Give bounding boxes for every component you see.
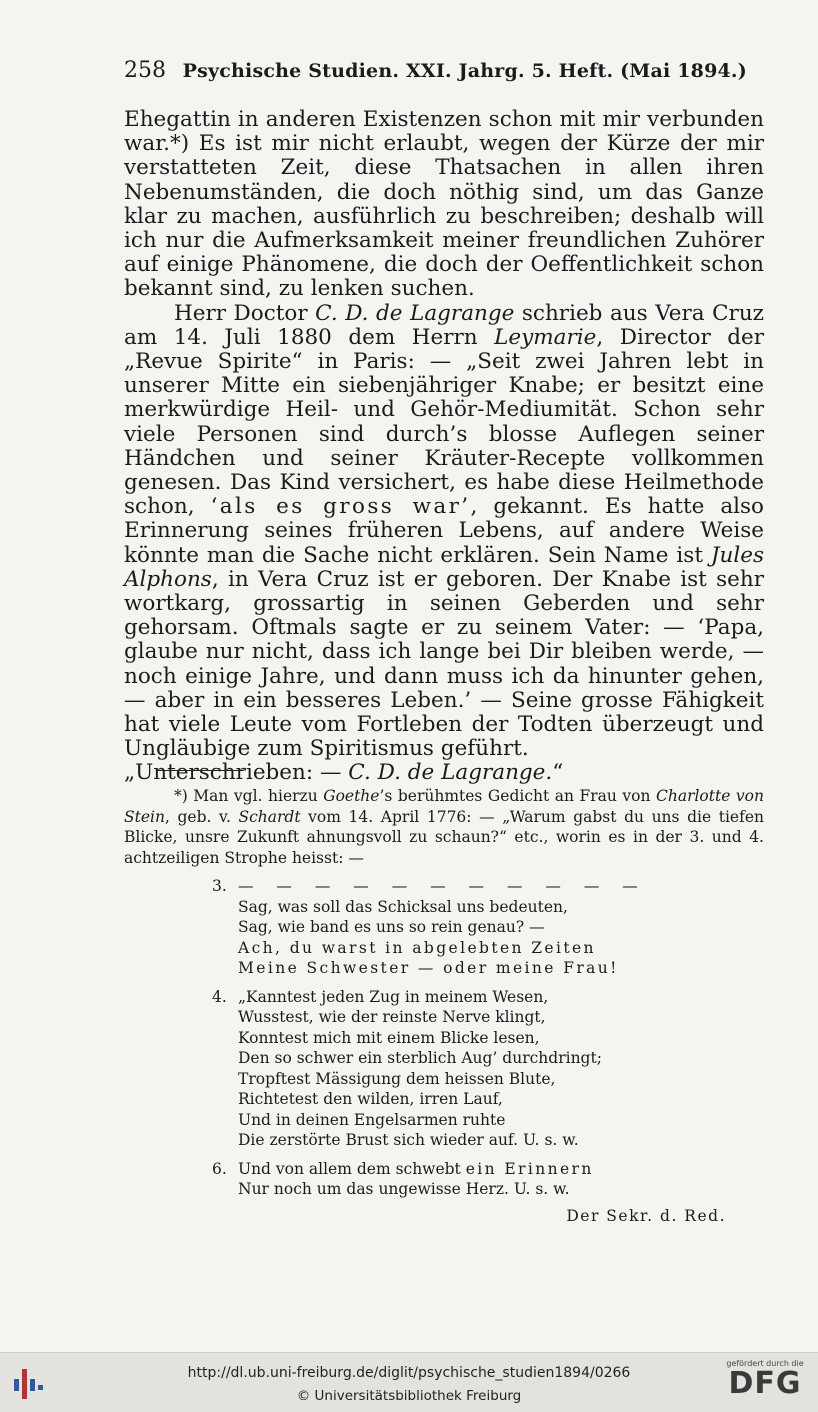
verse-line: „Kanntest jeden Zug in meinem Wesen, bbox=[238, 987, 549, 1006]
permalink-url[interactable]: http://dl.ub.uni-freiburg.de/diglit/psychische_studien1894/0266 bbox=[187, 1365, 631, 1381]
page-number: 258 bbox=[124, 58, 166, 83]
verse-line bbox=[238, 1159, 594, 1180]
dfg-caption: gefördert durch die bbox=[726, 1359, 804, 1368]
stanza-number: 6. bbox=[212, 1159, 227, 1178]
verse-line: Wusstest, wie der reinste Nerve klingt, bbox=[238, 1008, 546, 1026]
spaced-quote: ‘als es gross war’ bbox=[210, 494, 471, 520]
text-run: vom 14. April 1776: — „Warum gabst du uns die tiefen Blicke, unsre Zukunft ahnungsvoll zu schaun?“ etc., worin es in der 3. und 4. achtzeiligen Strophe heisst: — bbox=[124, 807, 764, 867]
stanza-6 bbox=[124, 1159, 764, 1200]
text-run: Herr Doctor bbox=[174, 300, 316, 326]
text-run: “ bbox=[552, 760, 564, 786]
verse-line: Konntest mich mit einem Blicke lesen, bbox=[238, 1028, 540, 1047]
verse-line: Die zerstörte Brust sich wieder auf. U. s. w. bbox=[238, 1131, 579, 1149]
verse-line: Sag, was soll das Schicksal uns bedeuten, bbox=[238, 897, 568, 916]
verse-line: Tropftest Mässigung dem heissen Blute, bbox=[238, 1069, 556, 1088]
verse-line: Sag, wie band es uns so rein genau? — bbox=[238, 918, 545, 936]
stanza-number: 3. bbox=[212, 877, 227, 895]
text-run: , geb. v. bbox=[164, 807, 239, 826]
spaced-text: ein Erinnern bbox=[465, 1159, 594, 1178]
verse-line: Nur noch um das ungewisse Herz. U. s. w. bbox=[238, 1180, 570, 1198]
text-run: schrieb aus Vera Cruz am 14. Juli 1880 dem Herrn bbox=[124, 300, 764, 350]
text-run: ’s berühmtes Gedicht an Frau von bbox=[379, 787, 656, 805]
verse-line: Ach, du warst in abgelebten Zeiten bbox=[238, 938, 596, 957]
person-name: C. D. de Lagrange bbox=[315, 300, 515, 326]
verse-line: Und in deinen Engelsarmen ruhte bbox=[238, 1110, 506, 1129]
text-run: Und von allem dem schwebt bbox=[238, 1159, 466, 1178]
footnote-text bbox=[124, 786, 764, 868]
person-name: Charlotte von Stein bbox=[124, 787, 764, 826]
stanza-4 bbox=[124, 987, 764, 1151]
signature-name: C. D. de Lagrange. bbox=[348, 760, 553, 786]
text-run: , Director der „Revue Spirite“ in Paris: — „Seit zwei Jahren lebt in unserer Mitte ein siebenjähriger Knabe; er besitzt eine merkwürdige Heil- und Gehör-Mediumität. Schon sehr viele Personen sind durch’s blosse Auflegen seiner Händchen und seiner Kräuter-Recepte vollkommen genesen. Das Kind versichert, es habe diese Heilmethode schon, bbox=[124, 324, 764, 520]
stanza-number: 4. bbox=[212, 987, 227, 1006]
omission-dashes: — — — — — — — — — — — bbox=[238, 877, 647, 895]
person-name: Leymarie bbox=[494, 324, 597, 350]
signature-line bbox=[124, 761, 764, 785]
paragraph-1: Ehegattin in anderen Existenzen schon mit mir verbunden war.*) Es ist mir nicht erlaubt, wegen der Kürze der mir verstatteten Zeit, diese Thatsachen in allen ihren Nebenumständen, die doch nöthig sind, um das Ganze klar zu machen, ausführlich zu beschreiben; deshalb will ich nur die Aufmerksamkeit meiner freundlichen Zuhörer auf einige Phänomene, die doch der Oeffentlichkeit schon bekannt sind, zu lenken suchen. bbox=[124, 107, 764, 302]
verse-line: Richtetest den wilden, irren Lauf, bbox=[238, 1090, 503, 1108]
editor-signature: Der Sekr. d. Red. bbox=[566, 1206, 726, 1225]
copyright-notice: © Universitätsbibliothek Freiburg bbox=[296, 1388, 522, 1404]
text-run: , gekannt. Es hatte also Erinnerung seines früheren Lebens, auf andere Weise könnte man die Sache nicht erklären. Sein Name ist bbox=[124, 494, 764, 568]
text-run: *) Man vgl. hierzu bbox=[174, 787, 324, 805]
person-name: Jules Alphons bbox=[124, 542, 764, 592]
running-title: Psychische Studien. XXI. Jahrg. 5. Heft. (Mai 1894.) bbox=[182, 60, 747, 82]
paragraph-2 bbox=[124, 302, 764, 762]
footnote-rule bbox=[158, 770, 244, 771]
stanza-3 bbox=[124, 876, 764, 979]
main-text bbox=[124, 108, 764, 786]
text-run: , in Vera Cruz ist er geboren. Der Knabe ist sehr wortkarg, grossartig in seinen Geberden und sehr gehorsam. Oftmals sagte er zu seinem Vater: — ‘Papa, glaube nur nicht, dass ich lange bei Dir bleiben werde, — noch einige Jahre, und dann muss ich da hinunter gehen, — aber in ein besseres Leben.’ — Seine grosse Fähigkeit hat viele Leute vom Fortleben der Todten überzeugt und Ungläubige zum Spiritismus geführt. bbox=[124, 566, 764, 762]
running-header bbox=[124, 58, 764, 83]
footer-bar bbox=[0, 1352, 818, 1412]
verse-line: Den so schwer ein sterblich Aug’ durchdringt; bbox=[238, 1049, 602, 1067]
person-name: Goethe bbox=[323, 787, 380, 805]
verse-line: Meine Schwester — oder meine Frau! bbox=[238, 959, 619, 977]
dfg-logo bbox=[722, 1359, 808, 1400]
person-name: Schardt bbox=[238, 807, 301, 826]
dfg-wordmark: DFG bbox=[728, 1366, 802, 1401]
footnote bbox=[124, 786, 764, 1226]
text-run: „Unterschrieben: — bbox=[124, 760, 349, 786]
